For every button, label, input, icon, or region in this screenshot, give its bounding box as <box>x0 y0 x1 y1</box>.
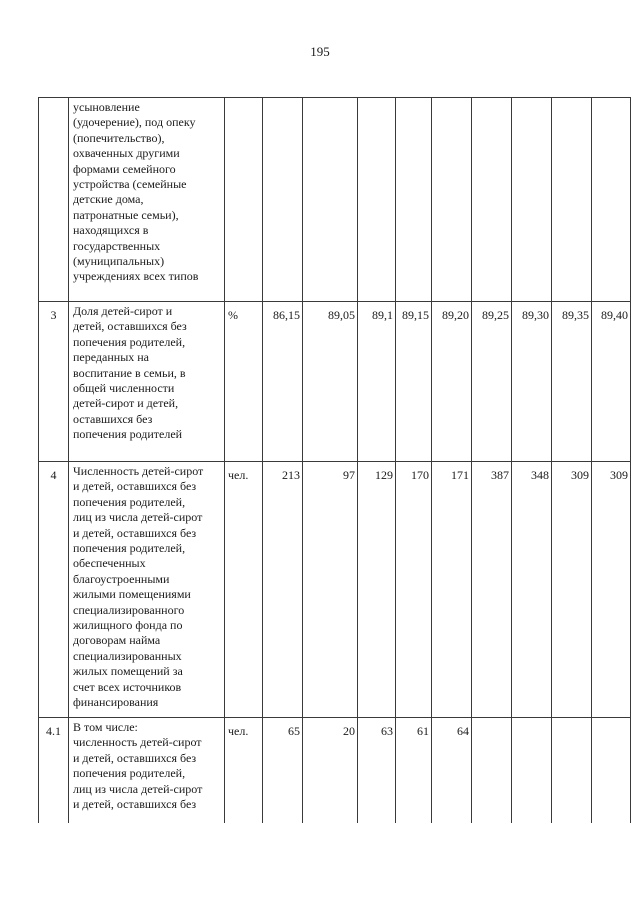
row-unit <box>225 98 263 302</box>
description-line: лиц из числа детей-сирот <box>73 781 203 796</box>
description-line: (муниципальных) <box>73 254 165 269</box>
description-line: детские дома, <box>73 192 144 207</box>
value-cell <box>263 98 303 302</box>
description-line: находящихся в <box>73 223 149 238</box>
value-cell <box>592 718 631 824</box>
value-cell <box>512 718 552 824</box>
description-line: лиц из числа детей-сирот <box>73 510 203 525</box>
value-cell <box>303 98 358 302</box>
row-unit: чел. <box>225 462 263 718</box>
description-line: финансирования <box>73 695 159 710</box>
table-row <box>39 302 631 462</box>
description-line: и детей, оставшихся без <box>73 750 197 765</box>
description-line: договорам найма <box>73 633 161 648</box>
description-line: попечения родителей, <box>73 494 186 509</box>
value-cell: 63 <box>358 718 396 824</box>
row-unit: чел. <box>225 718 263 824</box>
description-line: численность детей-сирот <box>73 735 202 750</box>
description-line: общей численности <box>73 381 175 396</box>
value-cell <box>472 98 512 302</box>
value-cell: 129 <box>358 462 396 718</box>
description-line: Доля детей-сирот и <box>73 304 173 318</box>
value-cell: 89,20 <box>432 302 472 462</box>
description-line: оставшихся без <box>73 411 153 426</box>
row-index: 4 <box>39 462 69 718</box>
value-cell: 86,15 <box>263 302 303 462</box>
row-unit: % <box>225 302 263 462</box>
value-cell: 309 <box>552 462 592 718</box>
description-line: и детей, оставшихся без <box>73 797 197 812</box>
value-cell <box>396 98 432 302</box>
value-cell <box>358 98 396 302</box>
value-cell <box>472 718 512 824</box>
description-line: и детей, оставшихся без <box>73 525 197 540</box>
value-cell: 171 <box>432 462 472 718</box>
description-line: (удочерение), под опеку <box>73 115 196 130</box>
row-description <box>69 718 225 824</box>
description-line: жилыми помещениями <box>73 587 191 602</box>
value-cell: 20 <box>303 718 358 824</box>
description-line: охваченных другими <box>73 146 180 161</box>
row-index: 3 <box>39 302 69 462</box>
description-line: усыновление <box>73 100 140 114</box>
description-line: попечения родителей, <box>73 766 186 781</box>
description-line: благоустроенными <box>73 571 170 586</box>
row-index <box>39 98 69 302</box>
value-cell: 61 <box>396 718 432 824</box>
description-line: жилищного фонда по <box>73 618 183 633</box>
description-line: переданных на <box>73 350 150 365</box>
description-line: и детей, оставшихся без <box>73 479 197 494</box>
description-line: попечения родителей, <box>73 334 186 349</box>
row-description <box>69 302 225 462</box>
description-line: попечения родителей, <box>73 541 186 556</box>
row-index: 4.1 <box>39 718 69 824</box>
page-number: 195 <box>310 44 330 59</box>
value-cell: 65 <box>263 718 303 824</box>
description-line: детей-сирот и детей, <box>73 396 179 411</box>
indicator-table <box>38 97 631 823</box>
description-line: обеспеченных <box>73 556 146 571</box>
table-row <box>39 718 631 824</box>
value-cell <box>432 98 472 302</box>
description-line: Численность детей-сирот <box>73 464 204 478</box>
description-line: жилых помещений за <box>73 664 183 679</box>
description-line: государственных <box>73 238 161 253</box>
value-cell: 213 <box>263 462 303 718</box>
table-row <box>39 98 631 302</box>
value-cell: 89,15 <box>396 302 432 462</box>
value-cell: 97 <box>303 462 358 718</box>
value-cell <box>552 718 592 824</box>
value-cell: 89,30 <box>512 302 552 462</box>
table-container <box>38 97 640 823</box>
description-line: детей, оставшихся без <box>73 319 187 334</box>
value-cell <box>512 98 552 302</box>
value-cell: 309 <box>592 462 631 718</box>
value-cell: 89,35 <box>552 302 592 462</box>
value-cell: 387 <box>472 462 512 718</box>
description-line: формами семейного <box>73 161 176 176</box>
value-cell: 170 <box>396 462 432 718</box>
value-cell: 89,05 <box>303 302 358 462</box>
value-cell: 89,40 <box>592 302 631 462</box>
table-row <box>39 462 631 718</box>
row-description <box>69 462 225 718</box>
value-cell: 348 <box>512 462 552 718</box>
value-cell <box>552 98 592 302</box>
description-line: патронатные семьи), <box>73 207 179 222</box>
description-line: В том числе: <box>73 720 138 734</box>
description-line: попечения родителей <box>73 427 183 442</box>
value-cell: 89,1 <box>358 302 396 462</box>
value-cell: 89,25 <box>472 302 512 462</box>
description-line: счет всех источников <box>73 679 182 694</box>
description-line: воспитание в семьи, в <box>73 365 186 380</box>
value-cell: 64 <box>432 718 472 824</box>
row-description <box>69 98 225 302</box>
description-line: специализированных <box>73 648 182 663</box>
description-line: устройства (семейные <box>73 177 187 192</box>
description-line: учреждениях всех типов <box>73 269 199 284</box>
description-line: (попечительство), <box>73 130 165 145</box>
description-line: специализированного <box>73 602 185 617</box>
value-cell <box>592 98 631 302</box>
